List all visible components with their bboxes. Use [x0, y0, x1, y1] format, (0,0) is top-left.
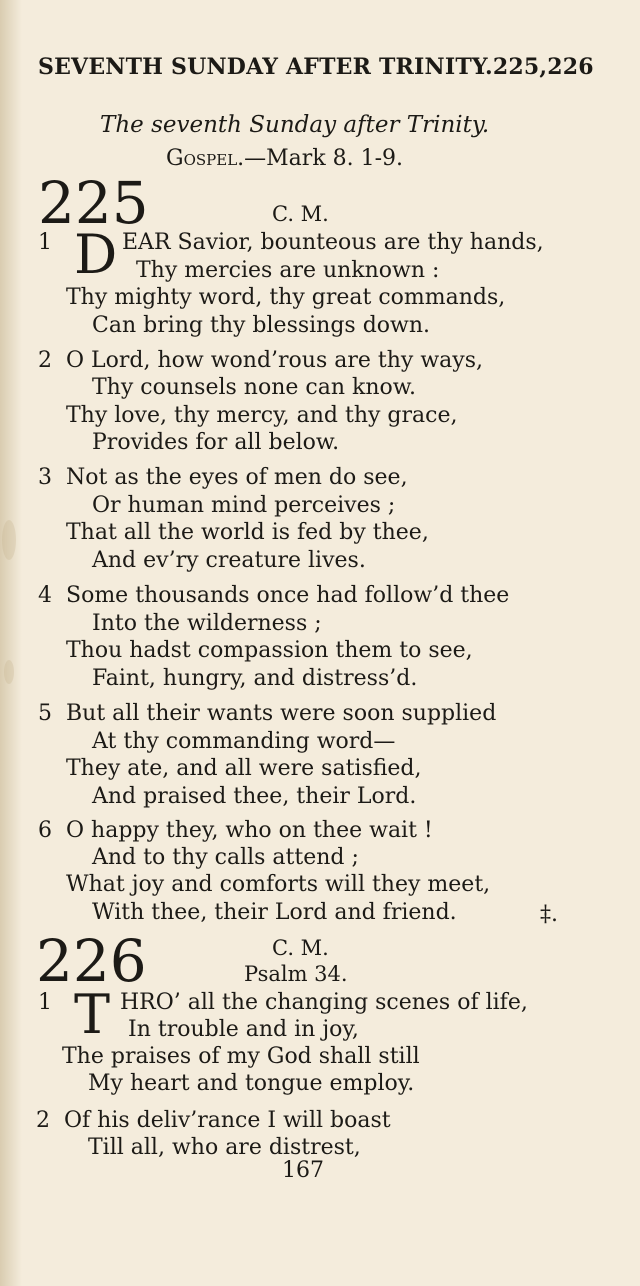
gospel-passage: —Mark 8. 1-9. — [244, 146, 404, 171]
verse-line: Can bring thy blessings down. — [92, 313, 431, 338]
verse-line: In trouble and in joy, — [128, 1017, 359, 1042]
drop-cap: D — [74, 223, 118, 286]
verse-line: Thy mercies are unknown : — [136, 258, 440, 283]
verse-line: My heart and tongue employ. — [88, 1071, 415, 1096]
verse-line: Thy mighty word, thy great commands, — [66, 285, 506, 310]
hymn-number: 226 — [36, 927, 147, 995]
verse-line: HRO’ all the changing scenes of life, — [120, 990, 528, 1015]
verse-line: The praises of my God shall still — [62, 1044, 420, 1069]
running-header: SEVENTH SUNDAY AFTER TRINITY.225,226 — [38, 54, 594, 80]
hymn-source: Psalm 34. — [244, 962, 348, 986]
verse-line: With thee, their Lord and friend. — [92, 900, 457, 925]
verse-line: Some thousands once had follow’d thee — [66, 583, 510, 608]
verse-line: At thy commanding word— — [92, 729, 396, 754]
gospel-label: Gospel. — [166, 146, 245, 171]
verse-number: 3 — [38, 465, 52, 490]
drop-cap: T — [74, 983, 111, 1046]
verse-line: Into the wilderness ; — [92, 611, 322, 636]
paper-stain — [4, 660, 14, 684]
verse-line: O happy they, who on thee wait ! — [66, 818, 433, 843]
verse-number: 2 — [38, 348, 52, 373]
verse-line: And to thy calls attend ; — [92, 845, 359, 870]
verse-line: And praised thee, their Lord. — [92, 784, 417, 809]
verse-line: That all the world is fed by thee, — [66, 520, 429, 545]
end-mark: ‡. — [540, 902, 558, 927]
verse-line: Of his deliv’rance I will boast — [64, 1108, 391, 1133]
verse-line: But all their wants were soon supplied — [66, 701, 497, 726]
verse-number: 4 — [38, 583, 52, 608]
verse-number: 1 — [38, 230, 52, 255]
verse-line: And ev’ry creature lives. — [92, 548, 366, 573]
verse-line: O Lord, how wond’rous are thy ways, — [66, 348, 483, 373]
verse-number: 6 — [38, 818, 52, 843]
verse-line: EAR Savior, bounteous are thy hands, — [122, 230, 544, 255]
verse-line: They ate, and all were satisfied, — [66, 756, 422, 781]
verse-number: 5 — [38, 701, 52, 726]
verse-line: What joy and comforts will they meet, — [66, 872, 491, 897]
verse-line: Thy love, thy mercy, and thy grace, — [66, 403, 458, 428]
hymn-meter: C. M. — [272, 202, 329, 226]
verse-line: Not as the eyes of men do see, — [66, 465, 408, 490]
gospel-reference — [166, 146, 403, 171]
occasion-title: The seventh Sunday after Trinity. — [100, 112, 490, 138]
verse-number: 2 — [36, 1108, 50, 1133]
verse-number: 1 — [38, 990, 52, 1015]
hymn-meter: C. M. — [272, 936, 329, 960]
verse-line: Provides for all below. — [92, 430, 340, 455]
hymn-number: 225 — [38, 169, 149, 237]
verse-line: Or human mind perceives ; — [92, 493, 396, 518]
paper-stain — [2, 520, 16, 560]
verse-line: Thy counsels none can know. — [92, 375, 416, 400]
verse-line: Faint, hungry, and distress’d. — [92, 666, 418, 691]
page-edge-shadow — [0, 0, 22, 1286]
page-number: 167 — [282, 1158, 324, 1183]
verse-line: Till all, who are distrest, — [88, 1135, 361, 1160]
verse-line: Thou hadst compassion them to see, — [66, 638, 473, 663]
